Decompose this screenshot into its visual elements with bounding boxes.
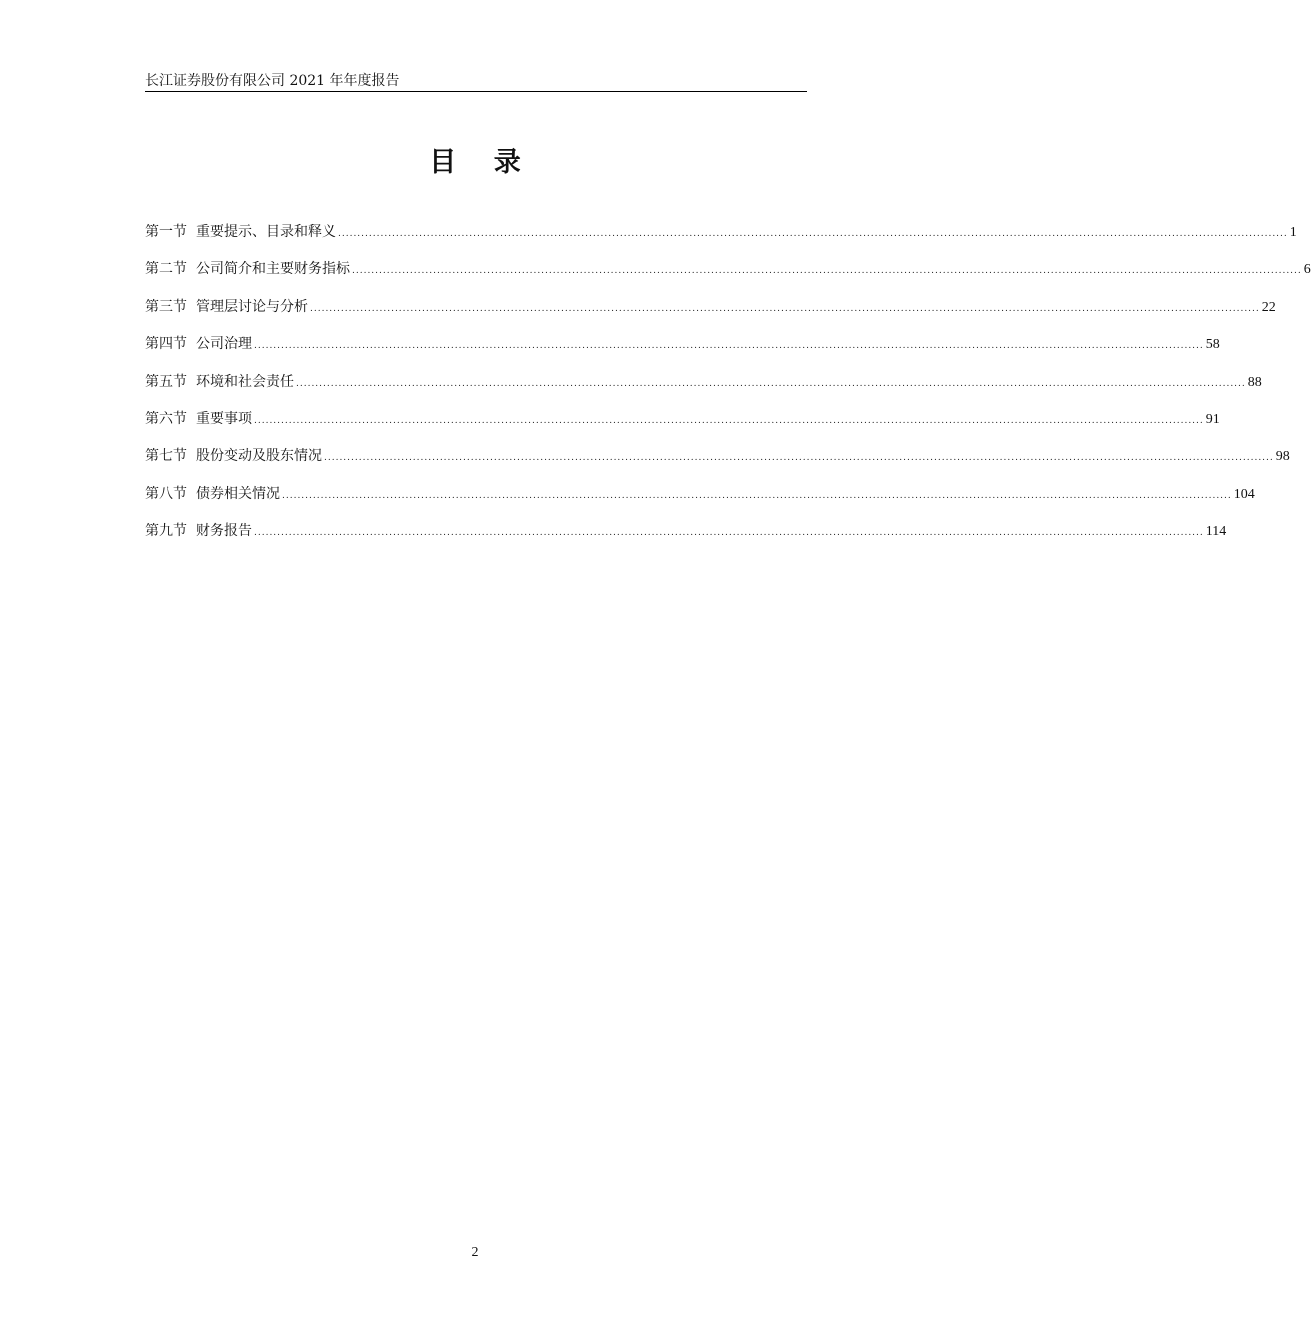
toc-entry-1[interactable] [145, 220, 1297, 257]
toc-dot-leader: ...................................................................................................................................................................................................................................................... [310, 303, 1260, 314]
toc-section-title: 公司简介和主要财务指标 [196, 261, 350, 278]
toc-page-number: 58 [1205, 337, 1220, 353]
toc-entry-4[interactable] [145, 332, 1220, 369]
toc-section-title: 财务报告 [196, 523, 252, 540]
toc-page-number: 91 [1205, 411, 1220, 427]
toc-dot-leader: ...................................................................................................................................................................................................................................................... [254, 415, 1204, 426]
toc-section-number: 第七节 [145, 448, 187, 465]
toc-list [145, 220, 1311, 557]
toc-section-number: 第六节 [145, 410, 187, 427]
toc-dot-leader: ...................................................................................................................................................................................................................................................... [296, 378, 1246, 389]
toc-section-title: 重要提示、目录和释义 [196, 224, 336, 240]
toc-page-number: 88 [1247, 374, 1262, 390]
toc-section-title: 重要事项 [196, 410, 252, 427]
toc-title: 目 录 [429, 147, 535, 178]
toc-page-number: 1 [1289, 225, 1297, 240]
toc-dot-leader: ...................................................................................................................................................................................................................................................... [254, 341, 1204, 352]
toc-section-number: 第五节 [145, 373, 187, 390]
toc-entry-8[interactable] [145, 482, 1255, 519]
toc-entry-2[interactable] [145, 257, 1311, 294]
toc-page-number: 22 [1261, 299, 1276, 315]
toc-section-title: 公司治理 [196, 336, 252, 353]
toc-page-number: 6 [1303, 262, 1311, 278]
toc-dot-leader: ...................................................................................................................................................................................................................................................... [352, 266, 1302, 277]
toc-section-title: 债券相关情况 [196, 485, 280, 502]
toc-dot-leader: ...................................................................................................................................................................................................................................................... [254, 528, 1204, 539]
toc-entry-6[interactable] [145, 407, 1220, 444]
toc-dot-leader: ...................................................................................................................................................................................................................................................... [324, 453, 1274, 464]
toc-entry-5[interactable] [145, 370, 1262, 407]
toc-dot-leader: ...................................................................................................................................................................................................................................................... [282, 490, 1232, 501]
toc-section-number: 第四节 [145, 336, 187, 353]
toc-section-number: 第三节 [145, 298, 187, 315]
toc-entry-3[interactable] [145, 295, 1276, 332]
header-divider [145, 91, 807, 92]
toc-section-number: 第九节 [145, 523, 187, 540]
toc-section-number: 第一节 [145, 224, 187, 240]
toc-section-title: 环境和社会责任 [196, 373, 294, 390]
toc-entry-9[interactable] [145, 519, 1227, 556]
toc-section-title: 股份变动及股东情况 [196, 448, 322, 465]
toc-section-title: 管理层讨论与分析 [196, 298, 308, 315]
toc-page-number: 104 [1233, 486, 1255, 502]
toc-section-number: 第二节 [145, 261, 187, 278]
page-number: 2 [471, 1245, 479, 1260]
toc-page-number: 114 [1205, 524, 1227, 540]
toc-dot-leader: ...................................................................................................................................................................................................................................................... [338, 229, 1288, 239]
toc-section-number: 第八节 [145, 485, 187, 502]
toc-page-number: 98 [1275, 449, 1290, 465]
running-header: 长江证券股份有限公司 2021 年年度报告 [145, 73, 400, 89]
toc-entry-7[interactable] [145, 444, 1290, 481]
